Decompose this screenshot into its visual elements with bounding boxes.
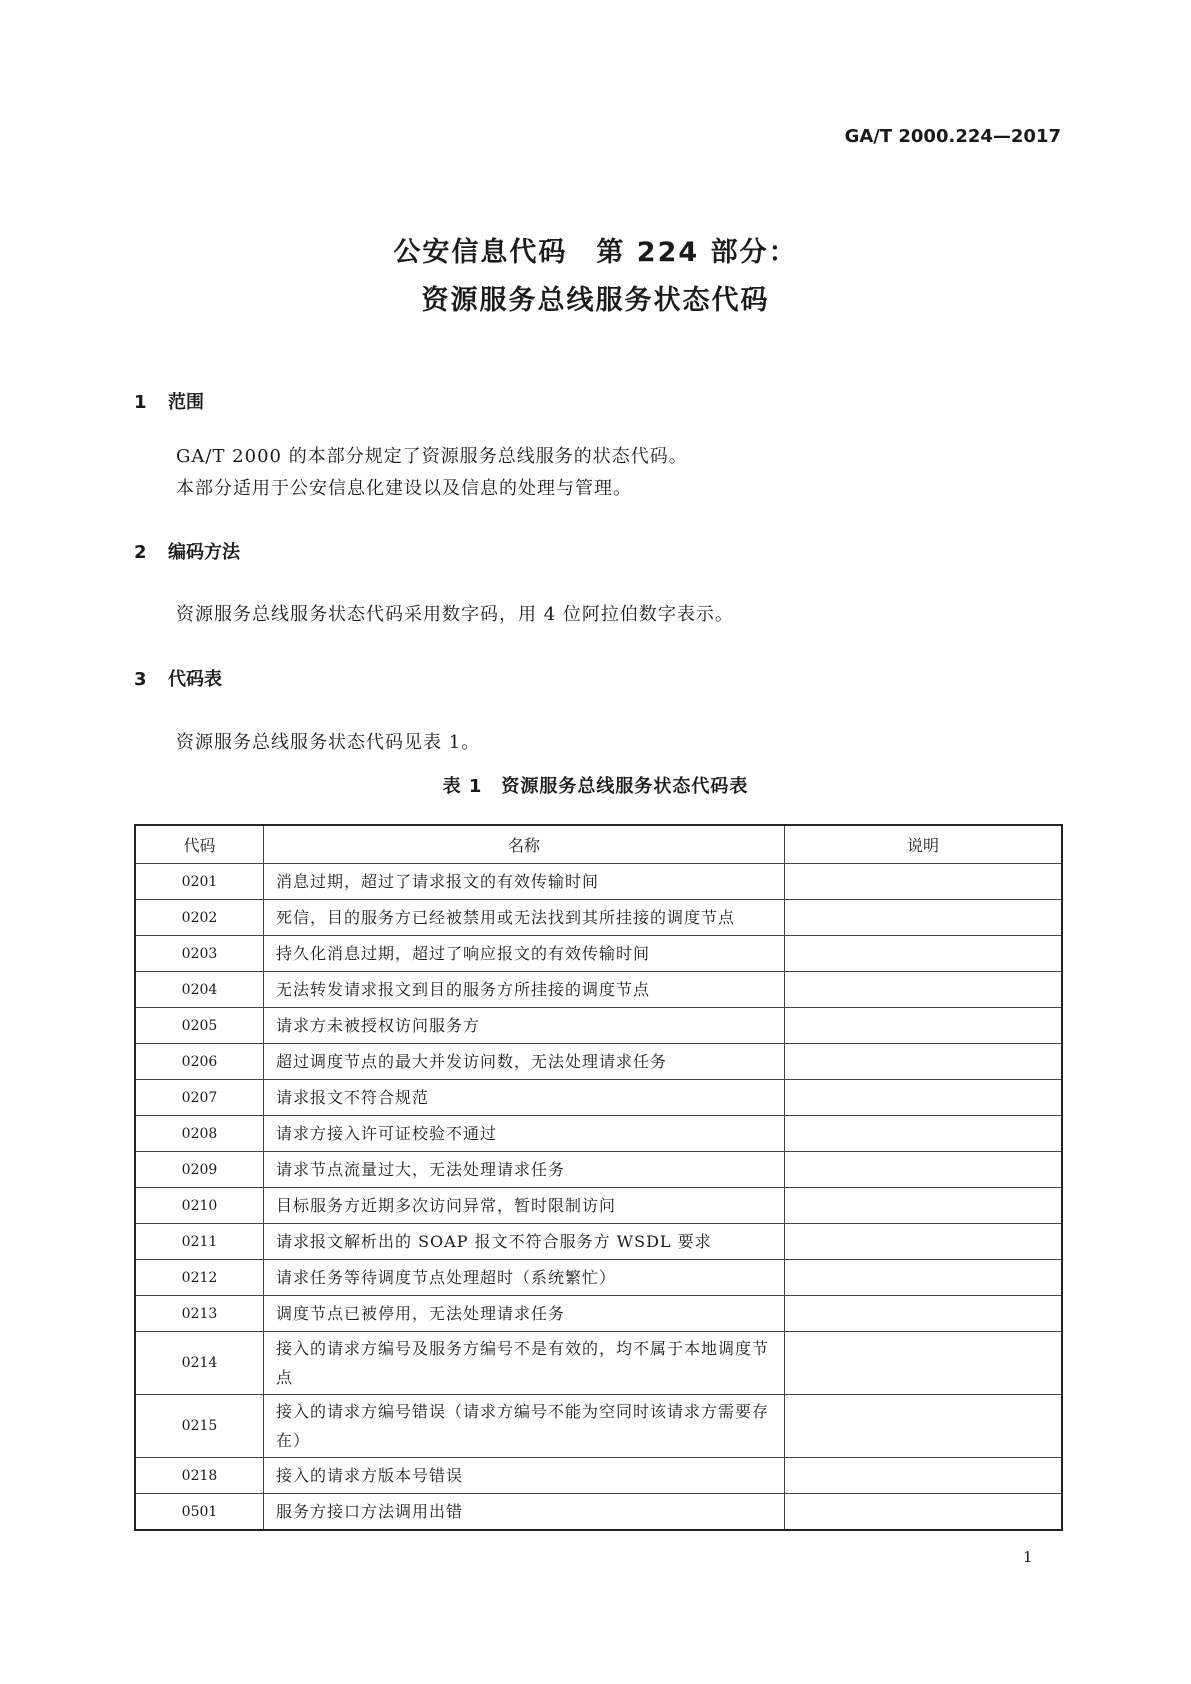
cell-note [785,1296,1063,1332]
section-number: 2 [134,542,147,563]
cell-name: 请求报文不符合规范 [264,1080,785,1116]
cell-code: 0201 [135,864,264,900]
table-row [135,972,1062,1008]
cell-code: 0210 [135,1188,264,1224]
cell-name: 请求节点流量过大，无法处理请求任务 [264,1152,785,1188]
page-number: 1 [1023,1548,1033,1566]
cell-note [785,1116,1063,1152]
table-row [135,1458,1062,1494]
cell-note [785,900,1063,936]
cell-code: 0215 [135,1395,264,1458]
cell-name: 消息过期，超过了请求报文的有效传输时间 [264,864,785,900]
table-row [135,1395,1062,1458]
cell-note [785,1008,1063,1044]
cell-code: 0208 [135,1116,264,1152]
section-number: 1 [134,392,147,413]
table-row [135,1188,1062,1224]
table-row [135,1152,1062,1188]
cell-note [785,1458,1063,1494]
cell-name: 请求方未被授权访问服务方 [264,1008,785,1044]
cell-code: 0204 [135,972,264,1008]
cell-code: 0206 [135,1044,264,1080]
section-1-paragraph-1: GA/T 2000 的本部分规定了资源服务总线服务的状态代码。 [176,446,688,467]
cell-code: 0205 [135,1008,264,1044]
section-title: 范围 [168,392,204,413]
cell-name: 接入的请求方编号错误（请求方编号不能为空同时该请求方需要存在） [264,1395,785,1458]
cell-note [785,972,1063,1008]
table-row [135,1008,1062,1044]
cell-name: 目标服务方近期多次访问异常，暂时限制访问 [264,1188,785,1224]
cell-name: 请求任务等待调度节点处理超时（系统繁忙） [264,1260,785,1296]
cell-code: 0209 [135,1152,264,1188]
cell-code: 0501 [135,1494,264,1531]
table-row [135,1080,1062,1116]
cell-code: 0213 [135,1296,264,1332]
cell-code: 0207 [135,1080,264,1116]
cell-name: 请求方接入许可证校验不通过 [264,1116,785,1152]
table-row [135,1296,1062,1332]
cell-code: 0202 [135,900,264,936]
cell-name: 调度节点已被停用，无法处理请求任务 [264,1296,785,1332]
table-row [135,1332,1062,1395]
cell-note [785,864,1063,900]
cell-name: 无法转发请求报文到目的服务方所挂接的调度节点 [264,972,785,1008]
section-2-paragraph-1: 资源服务总线服务状态代码采用数字码，用 4 位阿拉伯数字表示。 [176,604,734,625]
cell-name: 持久化消息过期，超过了响应报文的有效传输时间 [264,936,785,972]
cell-note [785,1044,1063,1080]
cell-code: 0212 [135,1260,264,1296]
document-title-line2: 资源服务总线服务状态代码 [421,285,770,316]
table-row [135,900,1062,936]
document-title-line1: 公安信息代码 第 224 部分： [393,237,798,268]
table-header-row [135,825,1062,864]
table-row [135,1116,1062,1152]
cell-note [785,936,1063,972]
cell-name: 死信，目的服务方已经被禁用或无法找到其所挂接的调度节点 [264,900,785,936]
cell-note [785,1494,1063,1531]
header-note: 说明 [785,825,1063,864]
cell-name: 接入的请求方编号及服务方编号不是有效的，均不属于本地调度节点 [264,1332,785,1395]
cell-note [785,1260,1063,1296]
table-row [135,936,1062,972]
table-row [135,1224,1062,1260]
cell-name: 服务方接口方法调用出错 [264,1494,785,1531]
section-2-heading [134,538,240,564]
standard-number: GA/T 2000.224—2017 [844,126,1061,147]
cell-code: 0203 [135,936,264,972]
section-title: 编码方法 [168,542,240,563]
section-title: 代码表 [168,669,222,690]
cell-code: 0218 [135,1458,264,1494]
section-3-heading [134,665,222,691]
section-3-paragraph-1: 资源服务总线服务状态代码见表 1。 [176,732,481,753]
header-name: 名称 [264,825,785,864]
cell-name: 接入的请求方版本号错误 [264,1458,785,1494]
cell-note [785,1332,1063,1395]
cell-name: 超过调度节点的最大并发访问数，无法处理请求任务 [264,1044,785,1080]
cell-note [785,1395,1063,1458]
section-1-paragraph-2: 本部分适用于公安信息化建设以及信息的处理与管理。 [176,478,632,499]
table-row [135,864,1062,900]
cell-note [785,1224,1063,1260]
table-row [135,1260,1062,1296]
section-number: 3 [134,669,147,690]
table-caption: 表 1 资源服务总线服务状态代码表 [442,776,749,797]
header-code: 代码 [135,825,264,864]
cell-note [785,1080,1063,1116]
cell-code: 0214 [135,1332,264,1395]
cell-name: 请求报文解析出的 SOAP 报文不符合服务方 WSDL 要求 [264,1224,785,1260]
cell-note [785,1188,1063,1224]
table-row [135,1044,1062,1080]
status-code-table [134,824,1063,1531]
section-1-heading [134,388,204,414]
cell-note [785,1152,1063,1188]
cell-code: 0211 [135,1224,264,1260]
table-row [135,1494,1062,1531]
